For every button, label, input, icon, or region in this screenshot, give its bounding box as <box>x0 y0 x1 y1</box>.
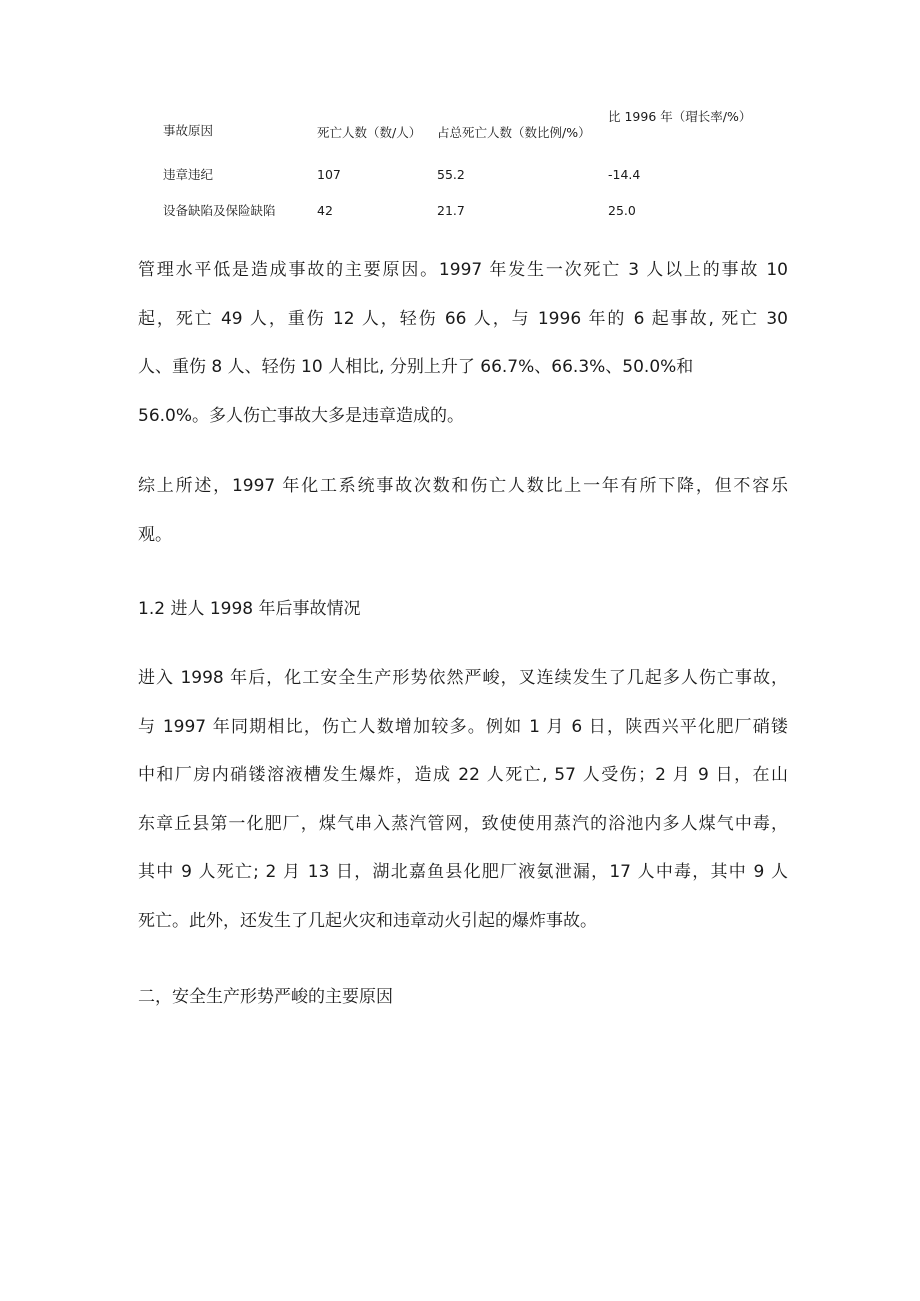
paragraph-line: 中和厂房内硝镂溶液槽发生爆炸，造成 22 人死亡, 57 人受伤；2 月 9 日，在山 <box>138 765 788 785</box>
paragraph-line: 东章丘县第一化肥厂，煤气串入蒸汽管网，致使使用蒸汽的浴池内多人煤气中毒， <box>138 813 788 834</box>
table-cell: 42 <box>317 203 333 218</box>
paragraph-line: 管理水平低是造成事故的主要原因。1997 年发生一次死亡 3 人以上的事故 10 <box>138 260 788 280</box>
paragraph-line: 综上所述，1997 年化工系统事故次数和伤亡人数比上一年有所下降，但不容乐 <box>138 476 788 496</box>
paragraph-line: 其中 9 人死亡; 2 月 13 日，湖北嘉鱼县化肥厂液氨泄漏，17 人中毒，其中 9 人 <box>138 862 788 882</box>
paragraph-line: 与 1997 年同期相比，伤亡人数增加较多。例如 1 月 6 日，陕西兴平化肥厂硝镂 <box>138 716 788 737</box>
table-header-row <box>163 106 752 156</box>
paragraph-1998-accidents <box>138 654 788 945</box>
paragraph-line: 起，死亡 49 人，重伤 12 人，轻伤 66 人，与 1996 年的 6 起事故, 死亡 30 <box>138 308 788 329</box>
table-header-cell: 占总死亡人数（数比例/%） <box>437 125 591 140</box>
table-cell: 21.7 <box>437 203 465 218</box>
table-row <box>163 156 723 192</box>
table-cell: 违章违纪 <box>163 167 214 182</box>
table-header-cell: 比 1996 年（瑁长率/%） <box>608 109 752 124</box>
paragraph-line: 死亡。此外，还发生了几起火灾和违章动火引起的爆炸事故。 <box>138 910 597 931</box>
table-cell: 107 <box>317 167 341 182</box>
paragraph-line: 进入 1998 年后，化工安全生产形势依然严峻，叉连续发生了几起多人伤亡事故， <box>138 668 788 688</box>
table-header-cell: 死亡人数（数/人） <box>317 125 422 140</box>
table-cell: 55.2 <box>437 167 465 182</box>
paragraph-line: 56.0%。多人伤亡事故大多是违章造成的。 <box>138 405 465 426</box>
paragraph-line: 观。 <box>138 524 172 545</box>
paragraph-line: 人、重伤 8 人、轻伤 10 人相比, 分别上升了 66.7%、66.3%、50.0%和 <box>138 357 694 377</box>
table-cell: 25.0 <box>608 203 636 218</box>
accident-cause-table <box>163 106 752 228</box>
table-row <box>163 192 723 228</box>
table-cell: 设备缺陷及保险缺陷 <box>163 203 276 218</box>
paragraph-summary <box>138 462 788 559</box>
section-heading-1-2: 1.2 进人 1998 年后事故情况 <box>138 599 361 619</box>
table-cell: -14.4 <box>608 167 641 182</box>
table-header-cell: 事故原因 <box>163 123 214 138</box>
paragraph-management-level <box>138 246 788 440</box>
section-heading-2: 二，安全生产形势严峻的主要原因 <box>138 987 393 1007</box>
